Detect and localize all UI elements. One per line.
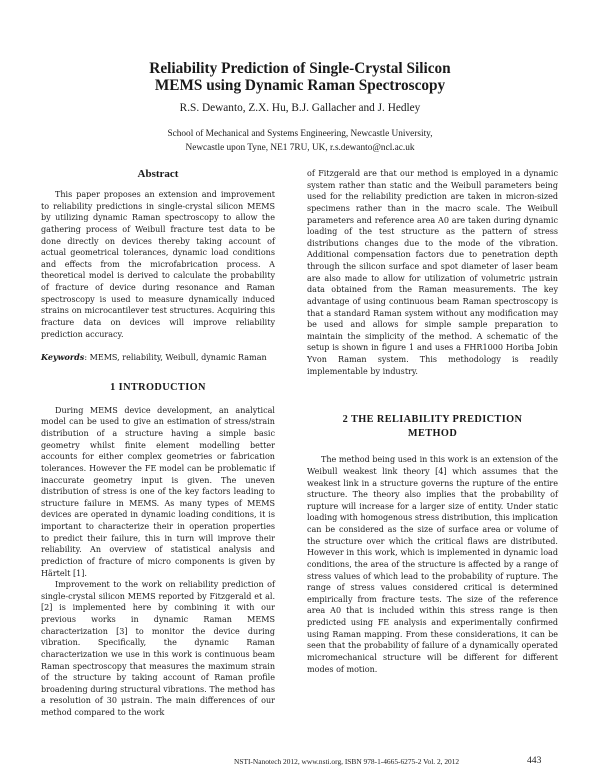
method-paragraph-1: The method being used in this work is an extension of the Weibull weakest link theory [4] which assumes that the weakest link in a structure governs the rupture of the entire structure. The theory also implies that the probability of rupture will increase for a larger size of entity. Under static loading with homogenous stress distribution, this implication can be considered as the size of surface area or volume of the structure over which the critical flaws are distributed. However in this work, which is implemented in dynamic load conditions, the area of the structure is affected by a range of stress values of which lead to the probability of rupture. The range of stress values considered critical is determined empirically from fracture tests. The size of the reference area A0 that is included within this stress range is then predicted using FE analysis and experimentally confirmed using Raman mapping. From these considerations, it can be seen that the probability of failure of a dynamically operated micromechanical structure will be different for different modes of motion.: [307, 455, 558, 674]
page-number: 443: [527, 755, 542, 766]
affiliation: [100, 128, 500, 155]
keywords-label: Keywords: [41, 352, 85, 363]
paper-title: [80, 61, 520, 94]
author-list: R.S. Dewanto, Z.X. Hu, B.J. Gallacher and J. Hedley: [179, 102, 421, 114]
left-column: [41, 168, 275, 719]
section-1-heading: 1 INTRODUCTION: [110, 381, 206, 393]
section-2-heading: [307, 413, 558, 441]
section-2-heading-line-2: METHOD: [407, 428, 458, 440]
keywords: [41, 352, 275, 364]
title-line-2: MEMS using Dynamic Raman Spectroscopy: [154, 76, 446, 94]
keywords-text: : MEMS, reliability, Weibull, dynamic Raman: [84, 353, 267, 363]
abstract-heading: Abstract: [137, 168, 179, 180]
intro-paragraph-2: Improvement to the work on reliability prediction of single-crystal silicon MEMS reported by Fitzgerald et al. [2] is implemented here by combining it with our previous works in dynamic Raman MEMS characterization [3] to monitor the device during vibration. Specifically, the dynamic Raman characterization we use in this work is continuous beam Raman spectroscopy that measures the maximum strain of the structure by taking account of Raman profile broadening during structural vibrations. The method has a resolution of 30 μstrain. The main differences of our method compared to the work: [41, 580, 275, 717]
affiliation-line-1: School of Mechanical and Systems Engineering, Newcastle University,: [167, 129, 433, 139]
right-continued-paragraph: of Fitzgerald are that our method is employed in a dynamic system rather than static and the Weibull parameters being used for the reliability prediction are taken in micron-sized specimens rather than in the macro scale. The Weibull parameters and reference area A0 are taken during dynamic loading of the test structure as the pattern of stress distributions changes due to the mode of the vibration. Additional compensation factors due to penetration depth through the silicon surface and spot diameter of laser beam are also made to allow for utilization of volumetric μstrain data obtained from the Raman measurements. The key advantage of using continuous beam Raman spectroscopy is that a standard Raman system without any modification may be used and allows for simple sample preparation to maintain the simplicity of the method. A schematic of the setup is shown in figure 1 and uses a FHR1000 Horiba Jobin Yvon Raman system. This methodology is readily implementable by industry.: [307, 169, 558, 376]
section-2-heading-line-1: 2 THE RELIABILITY PREDICTION: [342, 414, 523, 426]
abstract-text: This paper proposes an extension and improvement to reliability predictions in single-crystal silicon MEMS by utilizing dynamic Raman spectroscopy to allow the gathering process of Weibull fracture test data to be done directly on devices thereby taking account of actual geometrical tolerances, dynamic load conditions and effects from the microfabrication process. A theoretical model is derived to calculate the probability of fracture of device during resonance and Raman spectroscopy is used to measure dynamically induced strains on microcantilever test structures. Acquiring this fracture data on devices will improve reliability prediction accuracy.: [41, 190, 275, 339]
title-line-1: Reliability Prediction of Single-Crystal Silicon: [149, 60, 451, 77]
right-column: [307, 168, 558, 675]
intro-paragraph-1: During MEMS device development, an analytical model can be used to give an estimation of stress/strain distribution of a structure having a simple basic geometry whilst finite element modelling better accounts for either complex geometries or fabrication tolerances. However the FE model can be problematic if inaccurate geometry input is given. The uneven distribution of stress is one of the key factors leading to structure failure in MEMS. As many types of MEMS devices are operated in dynamic loading conditions, it is important to characterize their in operation properties to predict their failure, this in turn will improve their reliability. An overview of statistical analysis and prediction of fracture of micro components is given by Härtelt [1].: [41, 405, 275, 578]
affiliation-line-2: Newcastle upon Tyne, NE1 7RU, UK, r.s.dewanto@ncl.ac.uk: [185, 142, 415, 153]
page-footer: [0, 757, 600, 769]
conference-info: NSTI-Nanotech 2012, www.nsti.org, ISBN 978-1-4665-6275-2 Vol. 2, 2012: [234, 757, 460, 766]
